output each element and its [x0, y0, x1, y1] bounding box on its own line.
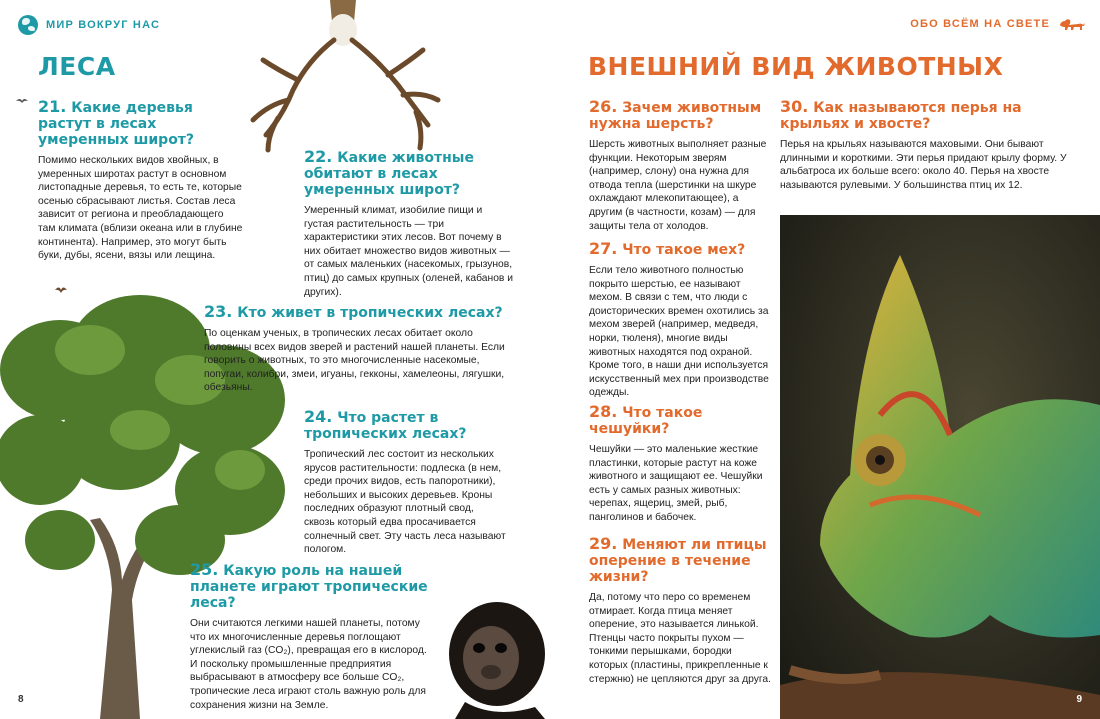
question-26-text: Шерсть животных выполняет разные функции. Некоторым зверям (например, слону) она нужна для отвода тепла (шерстинки на шкуре охлаждают млекопитающее), а другим (в частности, козам) — для защиты тела от холодов. [589, 139, 767, 232]
question-24-title [304, 409, 506, 442]
question-29-text: Да, потому что перо со временем отмирает. Когда птица меняет оперение, это называется линькой. Птенцы часто покрыты пухом — тонкими перышками, бородки которых (пластины, прикрепленные к стержню) не цепляются друг за друга. [589, 592, 771, 685]
question-28 [589, 404, 771, 525]
page-number-left: 8 [18, 694, 24, 705]
question-29 [589, 536, 771, 686]
question-title: Кто живет в тропических лесах? [237, 305, 503, 321]
question-number: 21. [38, 97, 67, 116]
header-left [18, 15, 160, 35]
question-title: Меняют ли птицы оперение в течение жизни? [589, 537, 767, 585]
globe-icon [18, 15, 38, 35]
lion-icon [1058, 17, 1086, 31]
question-25-text: Они считаются легкими нашей планеты, потому что их многочисленные деревья поглощают углекислый газ (CO₂), превращая его в кислород. И поскольку промышленные предприятия выбрасывают в атмосферу все больше CO₂, тропические леса играют столь важную роль для сохранения жизни на Земле. [190, 618, 427, 711]
question-number: 27. [589, 239, 618, 258]
question-title: Что растет в тропических лесах? [304, 410, 467, 442]
question-21-title [38, 99, 243, 148]
question-21-text: Помимо нескольких видов хвойных, в умеренных широтах растут в основном листопадные деревья, то есть те, которые осенью сбрасывают листья. Состав леса зависит от региона и преобладающего там климата (вблизи океана или в глубине континента). Например, это могут быть буки, дубы, ясени, вязы или лещина. [38, 155, 243, 262]
header-right [910, 17, 1086, 31]
question-number: 28. [589, 402, 618, 421]
question-23-text: По оценкам ученых, в тропических лесах обитает около половины всех видов зверей и растений нашей планеты. Если говорить о животных, то это многочисленные насекомые, попугаи, колибри, змеи, игуаны, гекконы, хамелеоны, лягушки, обезьяны. [204, 328, 505, 394]
question-30-title [780, 99, 1080, 132]
question-27-text: Если тело животного полностью покрыто шерстью, ее называют мехом. В связи с тем, что люди с доисторических времен охотились за мехом зверей (например, медведя, норки, тюленя), многие виды животных находятся под охраной. Кроме того, в наши дни используется искусственный мех при производстве одежды. [589, 265, 769, 399]
question-24-text: Тропический лес состоит из нескольких ярусов растительности: подлеска (в нем, среди прочих видов, есть папоротники), небольших и высоких деревьев. Кроны последних образуют плотный свод, сквозь который едва просачивается солнечный свет. Эту часть леса называют пологом. [304, 449, 506, 556]
question-number: 29. [589, 534, 618, 553]
page-number-right: 9 [1076, 694, 1082, 705]
question-title: Зачем животным нужна шерсть? [589, 100, 762, 132]
question-27 [589, 241, 771, 400]
question-29-title [589, 536, 771, 585]
question-24 [304, 409, 506, 557]
section-tag-left: МИР ВОКРУГ НАС [46, 19, 161, 31]
question-22 [304, 149, 514, 299]
question-23 [204, 304, 516, 395]
question-title: Какие животные обитают в лесах умеренных широт? [304, 150, 474, 198]
question-25-title [190, 562, 430, 611]
question-title: Какие деревья растут в лесах умеренных широт? [38, 100, 195, 148]
chameleon-image [780, 215, 1100, 719]
deer-antlers-image [238, 0, 448, 160]
question-23-title [204, 304, 516, 321]
question-number: 22. [304, 147, 333, 166]
monkey-image [425, 592, 565, 719]
question-title: Какую роль на нашей планете играют тропические леса? [190, 563, 428, 611]
question-21 [38, 99, 243, 263]
page-title-right: ВНЕШНИЙ ВИД ЖИВОТНЫХ [588, 52, 1004, 81]
question-number: 23. [204, 302, 233, 321]
question-22-text: Умеренный климат, изобилие пищи и густая растительность — три характеристики этих лесов. Вот почему в них обитает множество видов животных — от самых маленьких (насекомых, грызунов, птиц) до самых крупных (оленей, кабанов и других). [304, 205, 514, 298]
question-30 [780, 99, 1080, 192]
question-title: Как называются перья на крыльях и хвосте? [780, 100, 1022, 132]
question-number: 25. [190, 560, 219, 579]
question-26 [589, 99, 771, 233]
question-number: 26. [589, 97, 618, 116]
question-26-title [589, 99, 771, 132]
question-title: Что такое мех? [622, 242, 746, 258]
question-28-text: Чешуйки — это маленькие жесткие пластинки, которые растут на коже животного и защищают ее. Чешуйки есть у самых разных животных: черепах, ящериц, змей, рыб, панголинов и бабочек. [589, 444, 763, 523]
question-27-title [589, 241, 771, 258]
question-22-title [304, 149, 514, 198]
question-30-text: Перья на крыльях называются маховыми. Они бывают длинными и короткими. Эти перья придают крылу форму. У альбатроса их больше всего: около 40. Перья на хвосте называются рулевыми. У большинства птиц их 12. [780, 139, 1067, 191]
question-number: 30. [780, 97, 809, 116]
question-25 [190, 562, 430, 712]
question-title: Что такое чешуйки? [589, 405, 703, 437]
page-title-left: ЛЕСА [38, 52, 116, 81]
bird-icon [16, 97, 28, 105]
section-tag-right: ОБО ВСЁМ НА СВЕТЕ [910, 18, 1050, 30]
question-28-title [589, 404, 771, 437]
question-number: 24. [304, 407, 333, 426]
